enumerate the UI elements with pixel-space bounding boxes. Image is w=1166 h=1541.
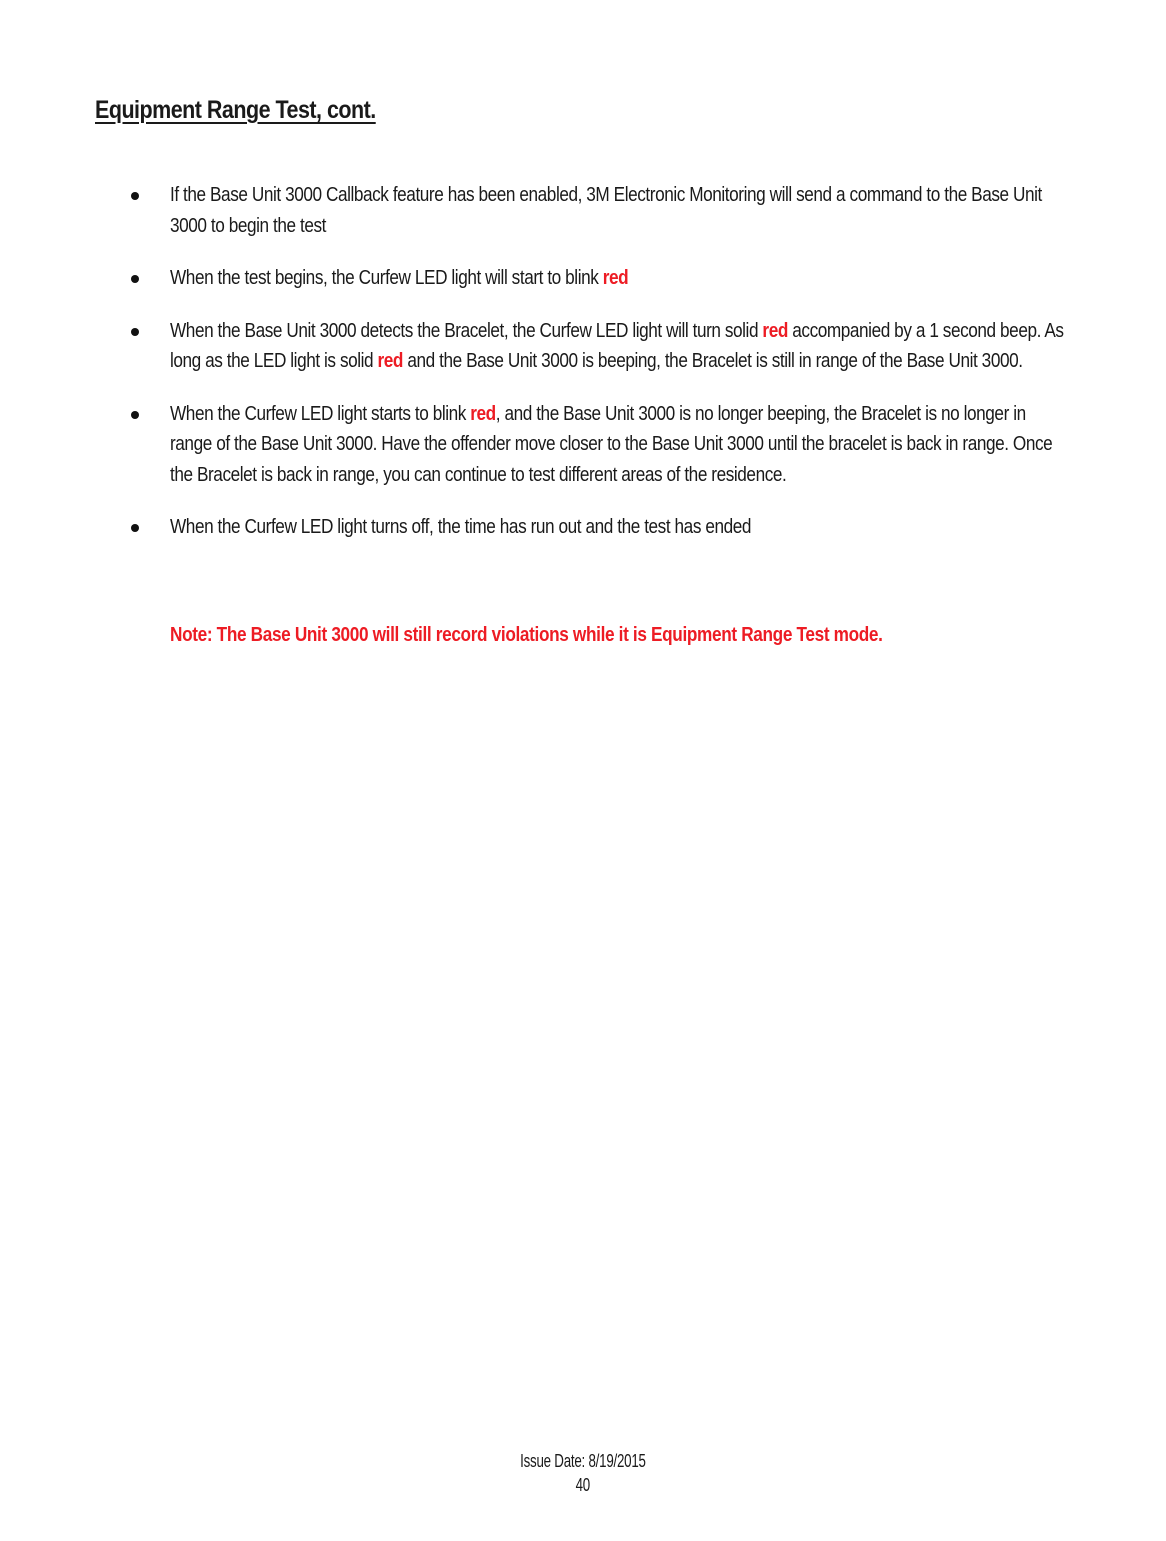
bullet-item-5: [0, 512, 1070, 543]
bullet-icon: [131, 524, 139, 532]
bullet-item-1: [0, 180, 1070, 241]
bullet-icon: [131, 275, 139, 283]
bullet-item-3: [0, 316, 1070, 377]
red-emphasis: red: [377, 350, 404, 372]
bullet-item-4: [0, 399, 1070, 491]
red-emphasis: red: [762, 319, 788, 342]
bullet-list: [0, 180, 1166, 565]
page-number: 40: [575, 1475, 591, 1495]
bullet-text: When the Curfew LED light turns off, the time has run out and the test has ended: [170, 516, 752, 538]
bullet-icon: [131, 192, 139, 200]
bullet-item-2: [0, 263, 1070, 294]
bullet-text: When the Curfew LED light starts to blink red, and the Base Unit 3000 is no longer beeping, the Bracelet is no longer in range of the Base Unit 3000. Have the offender move closer to the Base Unit 3000 until the bracelet is back in range. Once the Bracelet is back in range, you can continue to test different areas of the residence.: [170, 402, 1053, 486]
bullet-text: When the Base Unit 3000 detects the Bracelet, the Curfew LED light will turn solid red accompanied by a 1 second beep. As long as the LED light is solid red and the Base Unit 3000 is beeping, the Bracelet is still in range of the Base Unit 3000.: [170, 319, 1064, 372]
issue-date: Issue Date: 8/19/2015: [520, 1451, 646, 1471]
bullet-icon: [131, 328, 139, 336]
bullet-icon: [131, 411, 139, 419]
red-emphasis: red: [470, 402, 496, 425]
bullet-text: When the test begins, the Curfew LED light will start to blink red: [170, 267, 629, 289]
red-emphasis: red: [602, 267, 629, 289]
page-title: Equipment Range Test, cont.: [95, 96, 376, 124]
note-text: Note: The Base Unit 3000 will still record violations while it is Equipment Range Test mode.: [170, 624, 883, 646]
page-footer: [0, 1449, 1166, 1497]
bullet-text: If the Base Unit 3000 Callback feature has been enabled, 3M Electronic Monitoring will send a command to the Base Unit 3000 to begin the test: [170, 184, 1042, 237]
